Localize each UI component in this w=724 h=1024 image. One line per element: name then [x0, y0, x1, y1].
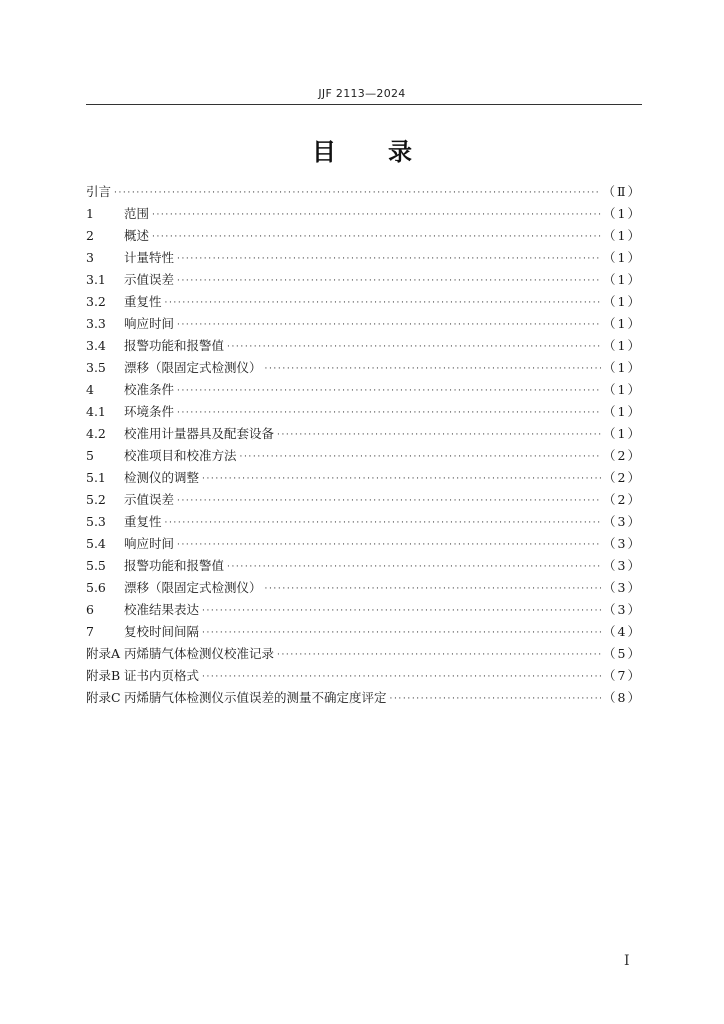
toc-entry-number: 4.1: [86, 404, 106, 419]
toc-entry-label: 丙烯腈气体检测仪校准记录: [124, 646, 275, 661]
toc-leader-dots: [177, 403, 601, 423]
toc-entry-page: （2）: [603, 470, 642, 485]
toc-entry-label: 报警功能和报警值: [124, 338, 225, 353]
toc-leader-dots: [227, 557, 601, 577]
toc-entry[interactable]: [86, 665, 642, 687]
toc-entry[interactable]: [86, 291, 642, 313]
toc-entry-number: 5.6: [86, 580, 106, 595]
toc-entry-label: 复校时间间隔: [124, 624, 200, 639]
toc-entry-page: （7）: [603, 668, 642, 683]
toc-entry-page: （1）: [603, 404, 642, 419]
toc-entry-label: 重复性: [124, 514, 162, 529]
toc-entry-label: 重复性: [124, 294, 162, 309]
toc-entry-number: 3.2: [86, 294, 106, 309]
toc-entry-label: 计量特性: [124, 250, 175, 265]
toc-entry[interactable]: [86, 379, 642, 401]
toc-entry-number: 3.3: [86, 316, 106, 331]
toc-leader-dots: [177, 271, 601, 291]
toc-entry-page: （8）: [603, 690, 642, 705]
toc-entry-page: （1）: [603, 360, 642, 375]
toc-entry-number: 5.5: [86, 558, 106, 573]
toc-entry-page: （1）: [603, 338, 642, 353]
toc-entry[interactable]: [86, 203, 642, 225]
toc-entry-page: （4）: [603, 624, 642, 639]
toc-entry-number: 3.4: [86, 338, 106, 353]
toc-entry[interactable]: [86, 489, 642, 511]
toc-entry-page: （3）: [603, 558, 642, 573]
document-code-header: JJF 2113—2024: [318, 87, 406, 100]
toc-leader-dots: [277, 425, 601, 445]
toc-title-char-1: 目: [312, 138, 336, 166]
toc-leader-dots: [165, 293, 602, 313]
toc-leader-dots: [152, 227, 601, 247]
toc-entry-page: （5）: [603, 646, 642, 661]
toc-entry-page: （1）: [603, 294, 642, 309]
toc-leader-dots: [202, 601, 601, 621]
toc-entry-number: 5.2: [86, 492, 106, 507]
toc-entry[interactable]: [86, 621, 642, 643]
toc-leader-dots: [177, 315, 601, 335]
toc-entry-number: 附录A: [86, 646, 121, 661]
toc-entry[interactable]: [86, 555, 642, 577]
toc-entry-page: （3）: [603, 536, 642, 551]
toc-entry-page: （1）: [603, 426, 642, 441]
toc-entry-page: （1）: [603, 382, 642, 397]
toc-entry[interactable]: [86, 599, 642, 621]
toc-entry-number: 3.1: [86, 272, 106, 287]
toc-leader-dots: [165, 513, 602, 533]
toc-entry-page: （1）: [603, 228, 642, 243]
toc-entry[interactable]: [86, 181, 642, 203]
toc-entry-page: （3）: [603, 580, 642, 595]
toc-entry-label: 报警功能和报警值: [124, 558, 225, 573]
toc-entry-label: 概述: [124, 228, 150, 243]
toc-entry-number: 4.2: [86, 426, 106, 441]
toc-entry-label: 响应时间: [124, 316, 175, 331]
toc-entry-number: 5.3: [86, 514, 106, 529]
toc-entry-label: 示值误差: [124, 492, 175, 507]
toc-leader-dots: [177, 535, 601, 555]
toc-leader-dots: [152, 205, 601, 225]
toc-entry[interactable]: [86, 467, 642, 489]
toc-leader-dots: [114, 183, 600, 203]
toc-entry-number: 5.4: [86, 536, 106, 551]
toc-entry[interactable]: [86, 313, 642, 335]
toc-entry-label: 证书内页格式: [124, 668, 200, 683]
toc-entry-label: 校准结果表达: [124, 602, 200, 617]
toc-entry-page: （3）: [603, 514, 642, 529]
toc-leader-dots: [277, 645, 601, 665]
toc-entry-number: 3.5: [86, 360, 106, 375]
toc-entry[interactable]: [86, 401, 642, 423]
toc-entry-page: （Ⅱ）: [602, 184, 642, 199]
toc-entry-number: 3: [86, 250, 94, 265]
toc-entry-label: 漂移（限固定式检测仪）: [124, 580, 262, 595]
toc-entry-label: 范围: [124, 206, 150, 221]
toc-entry-number: 7: [86, 624, 94, 639]
toc-entry[interactable]: [86, 335, 642, 357]
toc-leader-dots: [177, 249, 601, 269]
toc-entry-page: （1）: [603, 316, 642, 331]
toc-title-char-2: 录: [388, 138, 412, 166]
toc-leader-dots: [202, 667, 601, 687]
toc-entry-label: 示值误差: [124, 272, 175, 287]
toc-entry[interactable]: [86, 577, 642, 599]
toc-leader-dots: [390, 689, 602, 709]
toc-entry-label: 校准用计量器具及配套设备: [124, 426, 275, 441]
header-divider: [86, 104, 642, 105]
toc-entry[interactable]: [86, 687, 642, 709]
toc-entry-page: （1）: [603, 206, 642, 221]
toc-entry-number: 附录C: [86, 690, 121, 705]
toc-entry[interactable]: [86, 533, 642, 555]
toc-leader-dots: [177, 491, 601, 511]
toc-leader-dots: [265, 359, 602, 379]
toc-entry[interactable]: [86, 247, 642, 269]
toc-leader-dots: [265, 579, 602, 599]
toc-entry-page: （3）: [603, 602, 642, 617]
toc-entry-label: 校准项目和校准方法: [124, 448, 237, 463]
toc-entry[interactable]: [86, 423, 642, 445]
toc-entry-page: （1）: [603, 272, 642, 287]
toc-entry-label: 漂移（限固定式检测仪）: [124, 360, 262, 375]
toc-entry-number: 6: [86, 602, 94, 617]
toc-title: [0, 132, 724, 167]
toc-leader-dots: [202, 623, 601, 643]
toc-entry-number: 1: [86, 206, 94, 221]
toc-entry-page: （2）: [603, 492, 642, 507]
toc-entry-number: 4: [86, 382, 94, 397]
toc-entry[interactable]: [86, 643, 642, 665]
toc-entry-label: 响应时间: [124, 536, 175, 551]
toc-entry[interactable]: [86, 225, 642, 247]
toc-entry[interactable]: [86, 357, 642, 379]
toc-entry-label: 引言: [86, 184, 112, 199]
toc-entry[interactable]: [86, 445, 642, 467]
toc-leader-dots: [240, 447, 602, 467]
toc-entry-number: 附录B: [86, 668, 121, 683]
toc-leader-dots: [227, 337, 601, 357]
table-of-contents: [86, 181, 642, 709]
toc-leader-dots: [202, 469, 601, 489]
toc-entry-label: 检测仪的调整: [124, 470, 200, 485]
toc-entry-page: （2）: [603, 448, 642, 463]
toc-entry-number: 2: [86, 228, 94, 243]
toc-leader-dots: [177, 381, 601, 401]
toc-entry-number: 5.1: [86, 470, 106, 485]
toc-entry[interactable]: [86, 269, 642, 291]
toc-entry-number: 5: [86, 448, 94, 463]
toc-entry-label: 校准条件: [124, 382, 175, 397]
toc-entry-label: 丙烯腈气体检测仪示值误差的测量不确定度评定: [124, 690, 387, 705]
toc-entry-page: （1）: [603, 250, 642, 265]
page-number: Ⅰ: [624, 953, 630, 969]
toc-entry[interactable]: [86, 511, 642, 533]
toc-entry-label: 环境条件: [124, 404, 175, 419]
